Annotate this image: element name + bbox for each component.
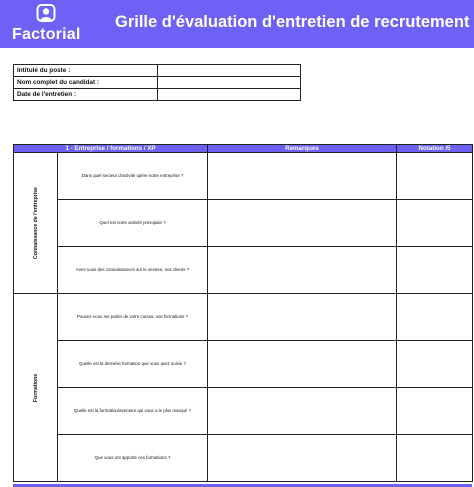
rating-header: Notation /5 xyxy=(397,145,473,153)
remarks-cell[interactable] xyxy=(208,388,397,435)
remarks-cell[interactable] xyxy=(208,435,397,482)
rating-cell[interactable] xyxy=(397,247,473,294)
remarks-cell[interactable] xyxy=(208,341,397,388)
remarks-cell[interactable] xyxy=(208,247,397,294)
question-row xyxy=(14,341,473,388)
factorial-logo xyxy=(8,2,90,46)
info-row-candidate-name xyxy=(14,77,301,89)
question-row xyxy=(14,247,473,294)
question-row xyxy=(14,435,473,482)
page-title: Grille d'évaluation d'entretien de recrutement xyxy=(115,13,470,31)
section-header: 1 - Entreprise / formations / XP xyxy=(14,145,208,153)
info-row-job-title xyxy=(14,65,301,77)
rating-cell[interactable] xyxy=(397,388,473,435)
question-text: Que vous ont apporté ces formations ? xyxy=(58,435,208,482)
candidate-name-label: Nom complet du candidat : xyxy=(14,77,158,89)
interview-date-label: Date de l'entretien : xyxy=(14,89,158,101)
job-title-field[interactable] xyxy=(158,65,301,77)
question-text: Quelle est la dernière formation que vous avez suivie ? xyxy=(58,341,208,388)
rating-cell[interactable] xyxy=(397,294,473,341)
question-row xyxy=(14,294,473,341)
remarks-header: Remarques xyxy=(208,145,397,153)
interview-date-field[interactable] xyxy=(158,89,301,101)
logo-text: Factorial xyxy=(12,26,81,43)
question-row xyxy=(14,153,473,200)
rating-cell[interactable] xyxy=(397,153,473,200)
header-banner xyxy=(0,0,474,48)
remarks-cell[interactable] xyxy=(208,200,397,247)
candidate-name-field[interactable] xyxy=(158,77,301,89)
remarks-cell[interactable] xyxy=(208,294,397,341)
question-row xyxy=(14,388,473,435)
info-row-interview-date xyxy=(14,89,301,101)
candidate-info-table xyxy=(13,64,301,101)
category-label: Formations xyxy=(32,373,39,402)
rating-cell[interactable] xyxy=(397,435,473,482)
question-text: Avez-vous des connaissances sur le secteur, nos clients ? xyxy=(58,247,208,294)
rating-cell[interactable] xyxy=(397,200,473,247)
question-row xyxy=(14,200,473,247)
grid-header-row xyxy=(14,145,473,153)
category-cell xyxy=(14,294,58,482)
evaluation-grid xyxy=(13,144,473,482)
user-badge-icon xyxy=(36,4,56,22)
category-cell xyxy=(14,153,58,294)
question-text: Pouvez-vous me parler de votre cursus, vos formations ? xyxy=(58,294,208,341)
category-label: Connaissance de l'entreprise xyxy=(32,187,39,259)
rating-cell[interactable] xyxy=(397,341,473,388)
job-title-label: Intitulé du poste : xyxy=(14,65,158,77)
question-text: Dans quel secteur d'activité opère notre entreprise ? xyxy=(58,153,208,200)
question-text: Quelle est la formation/aventure qui vous a le plus marqué ? xyxy=(58,388,208,435)
remarks-cell[interactable] xyxy=(208,153,397,200)
question-text: Quel est notre activité principale ? xyxy=(58,200,208,247)
